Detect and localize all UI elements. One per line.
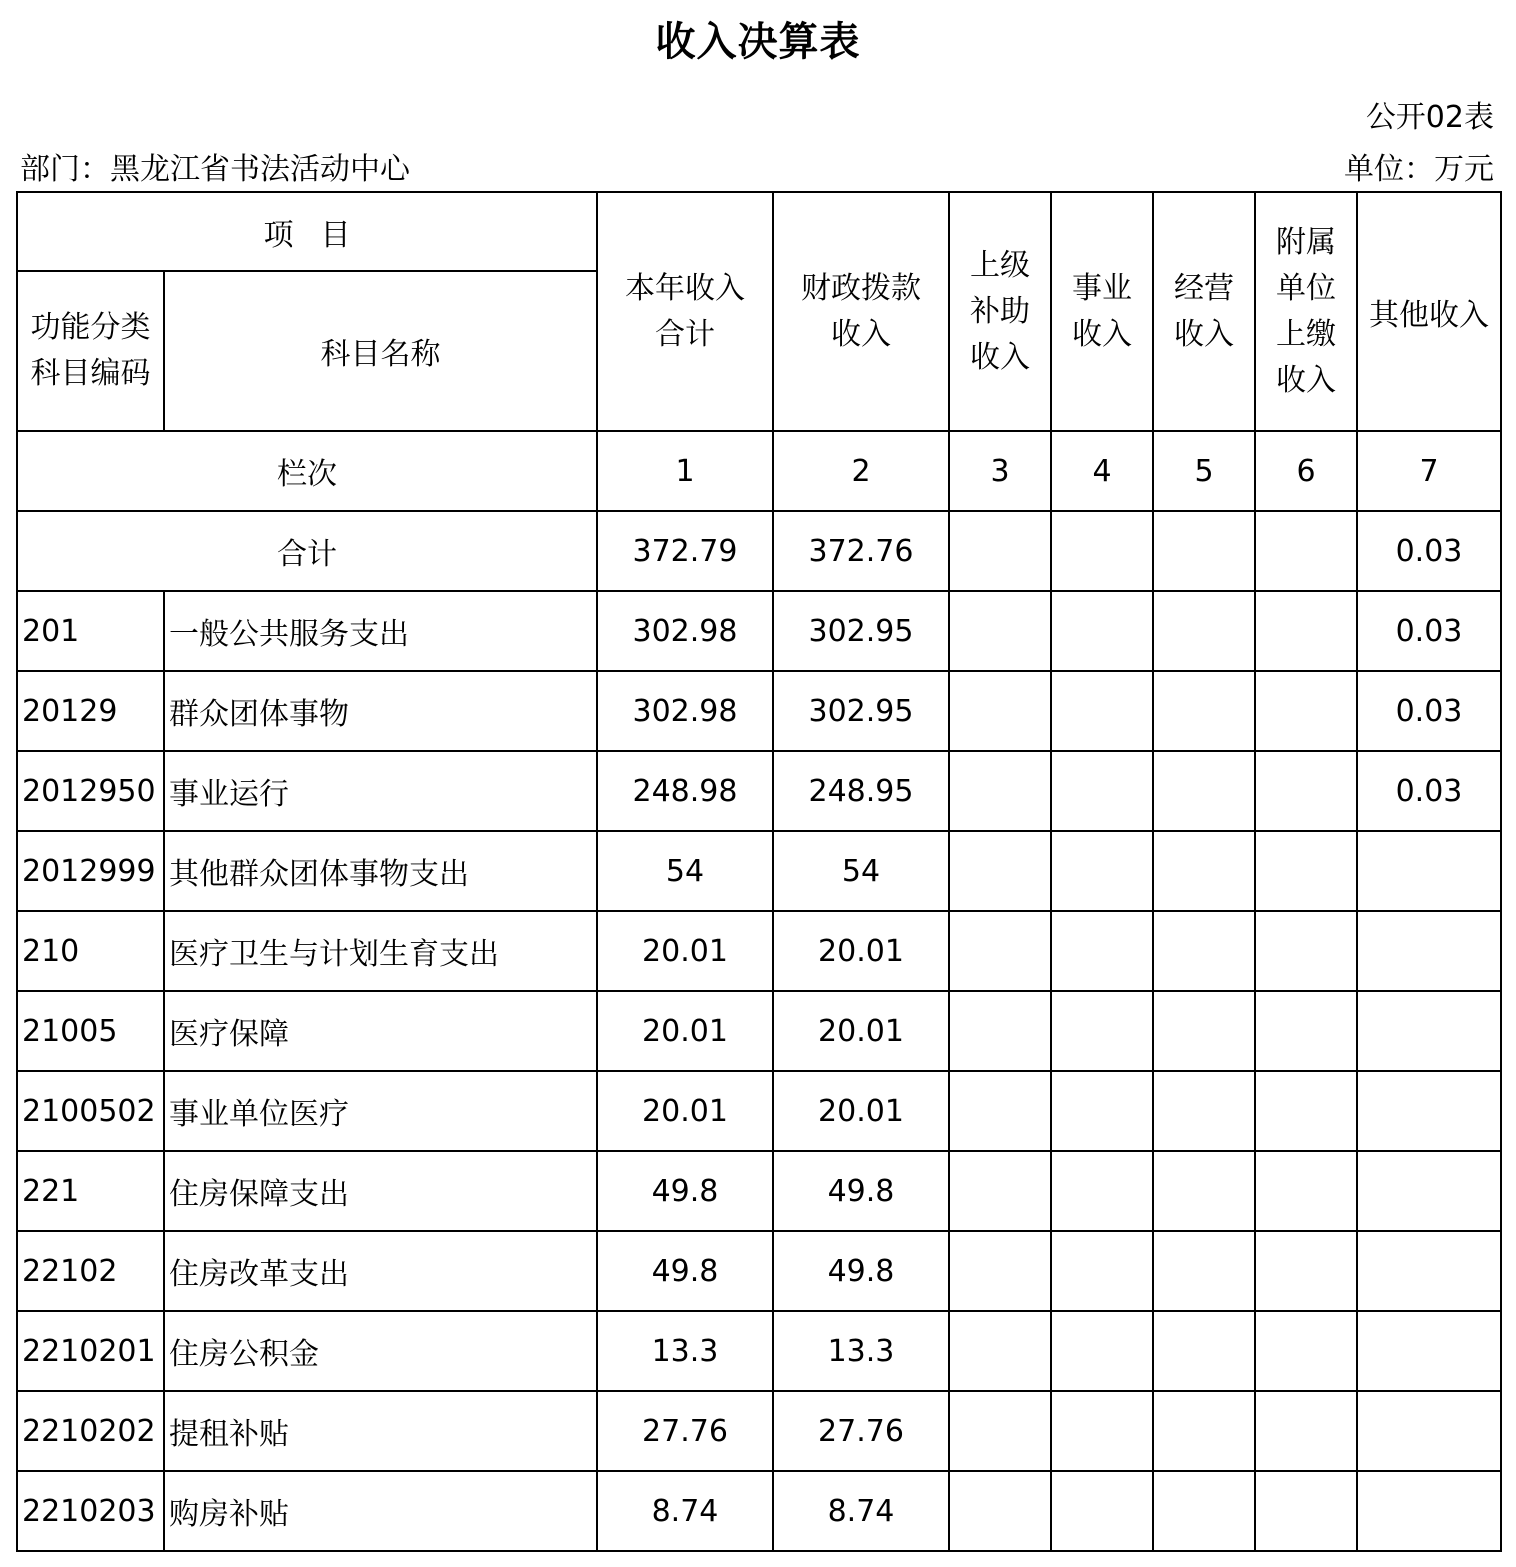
row-value: 302.95 (773, 671, 949, 751)
column-number: 3 (949, 431, 1051, 511)
row-name: 医疗卫生与计划生育支出 (164, 911, 597, 991)
row-value (1153, 751, 1255, 831)
row-value (1357, 911, 1501, 991)
row-value (1153, 1471, 1255, 1551)
row-value (1255, 1071, 1357, 1151)
row-code: 2100502 (17, 1071, 164, 1151)
row-value (949, 1231, 1051, 1311)
row-value (949, 911, 1051, 991)
table-row (17, 991, 1501, 1071)
row-value (1051, 671, 1153, 751)
row-value (1255, 1311, 1357, 1391)
row-value: 49.8 (597, 1151, 773, 1231)
row-value (949, 751, 1051, 831)
table-row (17, 911, 1501, 991)
row-value (1357, 1071, 1501, 1151)
row-value: 20.01 (597, 1071, 773, 1151)
total-value: 0.03 (1357, 511, 1501, 591)
table-row (17, 591, 1501, 671)
row-value (1051, 751, 1153, 831)
row-value (1153, 1151, 1255, 1231)
column-number-label: 栏次 (17, 431, 597, 511)
row-code: 221 (17, 1151, 164, 1231)
row-value (1255, 1391, 1357, 1471)
row-name: 购房补贴 (164, 1471, 597, 1551)
row-code: 2210202 (17, 1391, 164, 1471)
data-rows (17, 591, 1501, 1551)
row-code: 201 (17, 591, 164, 671)
row-code: 20129 (17, 671, 164, 751)
row-value: 27.76 (773, 1391, 949, 1471)
table-row (17, 1151, 1501, 1231)
row-value (1255, 991, 1357, 1071)
row-value (1153, 991, 1255, 1071)
row-name: 事业运行 (164, 751, 597, 831)
row-value: 13.3 (773, 1311, 949, 1391)
row-name: 住房保障支出 (164, 1151, 597, 1231)
table-row (17, 671, 1501, 751)
row-value (949, 671, 1051, 751)
row-value (1051, 1391, 1153, 1471)
header-col6: 附属 单位 上缴 收入 (1255, 192, 1357, 431)
row-value (1051, 1471, 1153, 1551)
row-value (1357, 991, 1501, 1071)
row-value: 20.01 (597, 911, 773, 991)
row-value: 54 (773, 831, 949, 911)
row-value: 0.03 (1357, 671, 1501, 751)
row-value (949, 1311, 1051, 1391)
total-value (1153, 511, 1255, 591)
header-item: 项目 (17, 192, 597, 271)
row-value (1153, 671, 1255, 751)
row-value (1255, 591, 1357, 671)
table-row (17, 1391, 1501, 1471)
row-value (1051, 911, 1153, 991)
column-number: 1 (597, 431, 773, 511)
row-name: 住房公积金 (164, 1311, 597, 1391)
income-final-accounts-table (16, 191, 1502, 1552)
department-label: 部门：黑龙江省书法活动中心 (20, 152, 410, 187)
row-value (949, 1071, 1051, 1151)
row-value: 302.98 (597, 671, 773, 751)
row-value: 8.74 (773, 1471, 949, 1551)
row-value (1255, 831, 1357, 911)
row-value: 248.95 (773, 751, 949, 831)
page-title: 收入决算表 (655, 19, 861, 65)
total-value (1255, 511, 1357, 591)
row-value (1153, 831, 1255, 911)
header-col2: 财政拨款 收入 (773, 192, 949, 431)
row-value: 20.01 (773, 991, 949, 1071)
table-row (17, 751, 1501, 831)
row-value: 20.01 (597, 991, 773, 1071)
row-value: 49.8 (773, 1151, 949, 1231)
total-value (949, 511, 1051, 591)
row-code: 2012950 (17, 751, 164, 831)
row-value: 0.03 (1357, 751, 1501, 831)
row-value (1255, 1151, 1357, 1231)
total-label: 合计 (17, 511, 597, 591)
row-value (949, 991, 1051, 1071)
table-row (17, 1071, 1501, 1151)
row-value (949, 1151, 1051, 1231)
row-value: 20.01 (773, 1071, 949, 1151)
row-name: 提租补贴 (164, 1391, 597, 1471)
table-row (17, 831, 1501, 911)
table-row (17, 1231, 1501, 1311)
row-code: 210 (17, 911, 164, 991)
row-value (949, 831, 1051, 911)
row-code: 2210201 (17, 1311, 164, 1391)
header-col4: 事业 收入 (1051, 192, 1153, 431)
row-code: 2210203 (17, 1471, 164, 1551)
header-code: 功能分类 科目编码 (17, 271, 164, 431)
row-value (1051, 831, 1153, 911)
row-name: 一般公共服务支出 (164, 591, 597, 671)
row-value (1357, 1151, 1501, 1231)
row-code: 22102 (17, 1231, 164, 1311)
row-code: 21005 (17, 991, 164, 1071)
row-value: 54 (597, 831, 773, 911)
row-value: 248.98 (597, 751, 773, 831)
row-value (1255, 911, 1357, 991)
row-value (1153, 1311, 1255, 1391)
row-code: 2012999 (17, 831, 164, 911)
row-value (949, 1391, 1051, 1471)
row-value: 20.01 (773, 911, 949, 991)
row-value (1153, 1231, 1255, 1311)
table-row (17, 1311, 1501, 1391)
row-value (1051, 1071, 1153, 1151)
row-value: 13.3 (597, 1311, 773, 1391)
row-name: 其他群众团体事物支出 (164, 831, 597, 911)
form-number: 公开02表 (1365, 100, 1494, 135)
unit-label: 单位：万元 (1344, 152, 1494, 187)
column-number: 2 (773, 431, 949, 511)
column-number: 6 (1255, 431, 1357, 511)
row-value (1255, 751, 1357, 831)
row-value (1357, 1311, 1501, 1391)
row-value (1357, 1231, 1501, 1311)
row-value: 49.8 (597, 1231, 773, 1311)
row-value (1357, 831, 1501, 911)
total-value: 372.79 (597, 511, 773, 591)
column-number: 4 (1051, 431, 1153, 511)
row-name: 群众团体事物 (164, 671, 597, 751)
row-value: 0.03 (1357, 591, 1501, 671)
row-value (949, 591, 1051, 671)
column-number-row (17, 431, 1501, 511)
table-row (17, 1471, 1501, 1551)
row-value (1153, 911, 1255, 991)
row-value (1357, 1471, 1501, 1551)
row-value (1153, 591, 1255, 671)
row-value (1255, 1231, 1357, 1311)
total-row (17, 511, 1501, 591)
row-value: 302.98 (597, 591, 773, 671)
row-value: 49.8 (773, 1231, 949, 1311)
row-value (1051, 1231, 1153, 1311)
header-col1: 本年收入 合计 (597, 192, 773, 431)
total-value (1051, 511, 1153, 591)
row-value (1255, 671, 1357, 751)
row-value (1051, 1311, 1153, 1391)
header-name: 科目名称 (164, 271, 597, 431)
row-value: 302.95 (773, 591, 949, 671)
row-value (1051, 591, 1153, 671)
header-col7: 其他收入 (1357, 192, 1501, 431)
row-value: 8.74 (597, 1471, 773, 1551)
row-value (1255, 1471, 1357, 1551)
row-value (1051, 1151, 1153, 1231)
header-col3: 上级 补助 收入 (949, 192, 1051, 431)
row-value (1153, 1071, 1255, 1151)
column-number: 7 (1357, 431, 1501, 511)
header-col5: 经营 收入 (1153, 192, 1255, 431)
row-value (1051, 991, 1153, 1071)
row-name: 医疗保障 (164, 991, 597, 1071)
row-name: 事业单位医疗 (164, 1071, 597, 1151)
total-value: 372.76 (773, 511, 949, 591)
column-number: 5 (1153, 431, 1255, 511)
row-value (1153, 1391, 1255, 1471)
row-value: 27.76 (597, 1391, 773, 1471)
row-value (949, 1471, 1051, 1551)
row-value (1357, 1391, 1501, 1471)
row-name: 住房改革支出 (164, 1231, 597, 1311)
